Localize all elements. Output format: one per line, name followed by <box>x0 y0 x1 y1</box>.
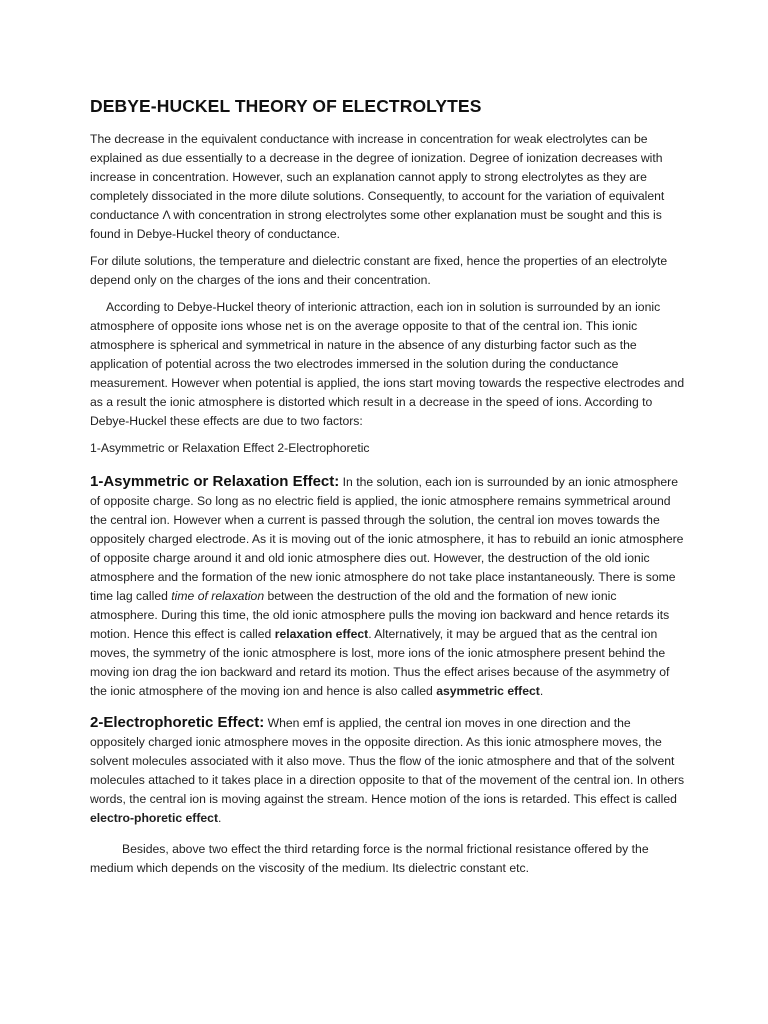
relaxation-text-2: between the destruction of the old and the formation of new ionic atmosphere. During this time, the old ionic atmosphere pulls the moving ion backward and hence retards its motion. Hence this effect is called <box>90 589 670 641</box>
relaxation-effect-heading: 1-Asymmetric or Relaxation Effect: <box>90 473 340 490</box>
paragraph-third-retarding-force: Besides, above two effect the third retarding force is the normal frictional resistance offered by the medium which depends on the viscosity of the medium. Its dielectric constant etc. <box>90 842 649 875</box>
relaxation-term-time-of-relaxation: time of relaxation <box>171 589 265 603</box>
relaxation-text-4: . <box>539 684 544 698</box>
paragraph-relaxation-effect <box>90 472 686 701</box>
electrophoretic-text-1: When emf is applied, the central ion moves in one direction and the oppositely charged ionic atmosphere moves in the opposite direction. As this ionic atmosphere moves, the solvent molecules associated with it also move. Thus the flow of the ionic atmosphere and that of the solvent molecules attached to it takes place in a direction opposite to that of the movement of the central ion. In others words, the central ion is moving against the stream. Hence motion of the ions is retarded. This effect is called <box>90 716 685 806</box>
relaxation-text-3: . Alternatively, it may be argued that as the central ion moves, the symmetry of the ionic atmosphere is lost, more ions of the ionic atmosphere present behind the moving ion drag the ion backward and retard its motion. Thus the effect arises because of the asymmetry of the ionic atmosphere of the moving ion and hence is also called <box>90 627 670 698</box>
electrophoretic-text-2: . <box>218 811 222 825</box>
document-title: DEBYE-HUCKEL THEORY OF ELECTROLYTES <box>90 96 482 116</box>
paragraph-intro: The decrease in the equivalent conductance with increase in concentration for weak electrolytes can be explained as due essentially to a decrease in the degree of ionization. Degree of ionization decreases with increase in concentration. However, such an explanation cannot apply to strong electrolytes as they are completely dissociated in the more dilute solutions. Consequently, to account for the variation of equivalent conductance Λ with concentration in strong electrolytes some other explanation must be sought and this is found in Debye-Huckel theory of conductance. <box>90 132 665 241</box>
relaxation-term-relaxation-effect: relaxation effect <box>274 627 369 641</box>
relaxation-term-asymmetric-effect: asymmetric effect <box>436 684 540 698</box>
electrophoretic-effect-heading: 2-Electrophoretic Effect: <box>90 714 265 731</box>
paragraph-dilute-solutions: For dilute solutions, the temperature and dielectric constant are fixed, hence the properties of an electrolyte depend only on the charges of the ions and their concentration. <box>90 254 668 287</box>
relaxation-text-1: In the solution, each ion is surrounded by an ionic atmosphere of opposite charge. So long as no electric field is applied, the ionic atmosphere remains symmetrical around the central ion. However when a current is passed through the solution, the central ion moves towards the oppositely charged electrode. As it is moving out of the ionic atmosphere, it has to rebuild an ionic atmosphere of opposite charge around it and old ionic atmosphere dies out. However, the destruction of the old ionic atmosphere and the formation of the new ionic atmosphere do not take place instantaneously. There is some time lag called <box>90 475 684 603</box>
paragraph-debye-huckel-theory: According to Debye-Huckel theory of interionic attraction, each ion in solution is surrounded by an ionic atmosphere of opposite ions whose net is on the average opposite to that of the central ion. This ionic atmosphere is spherical and symmetrical in nature in the absence of any disturbing factor such as the application of potential across the two electrodes immersed in the solution during the conductance measurement. However when potential is applied, the ions start moving towards the respective electrodes and as a result the ionic atmosphere is distorted which result in a decrease in the speed of ions. According to Debye-Huckel these effects are due to two factors: <box>90 300 685 428</box>
electrophoretic-term: electro-phoretic effect <box>90 811 218 825</box>
effects-list-line: 1-Asymmetric or Relaxation Effect 2-Electrophoretic <box>90 441 370 455</box>
paragraph-electrophoretic-effect <box>90 713 686 828</box>
